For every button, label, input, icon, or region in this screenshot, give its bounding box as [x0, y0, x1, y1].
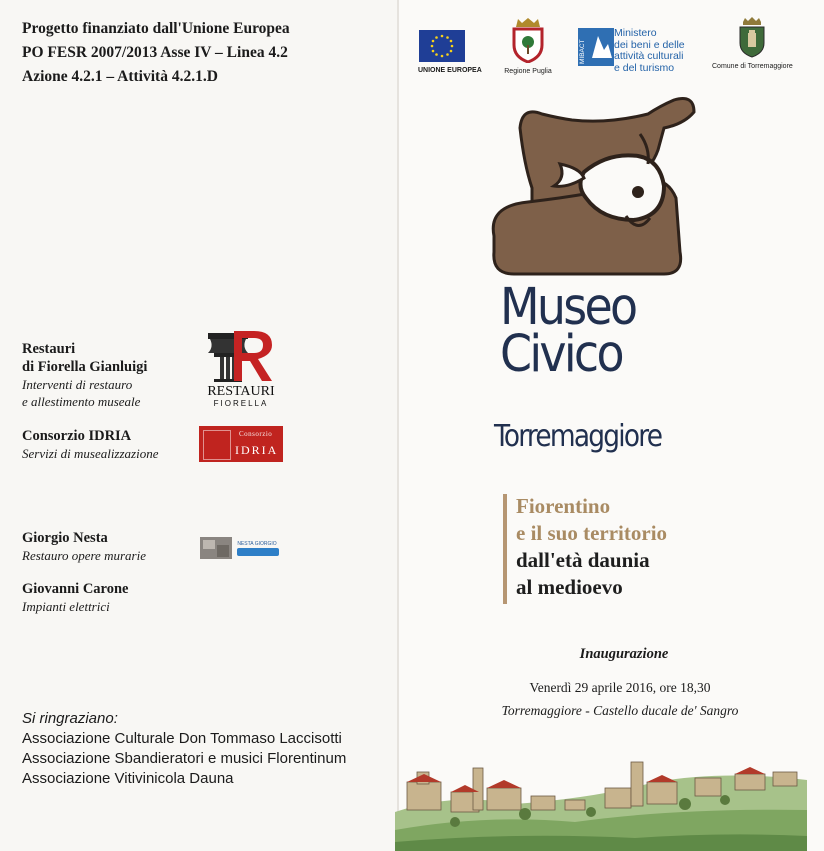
mibact-text — [614, 28, 685, 74]
exhibit-line: al medioevo — [516, 575, 623, 599]
museum-artifact-illustration — [488, 94, 698, 280]
sponsor-carone — [22, 580, 128, 615]
sponsor-name: di Fiorella Gianluigi — [22, 359, 148, 375]
comune-logo — [712, 16, 792, 71]
restauri-logo — [200, 329, 282, 409]
thanks-org: Associazione Sbandieratori e musici Florentinum — [22, 750, 347, 767]
mibact-line: Ministero — [614, 27, 657, 39]
puglia-crest-icon — [510, 17, 546, 63]
acknowledgements — [22, 709, 346, 789]
sponsor-desc: Impianti elettrici — [22, 599, 110, 614]
idria-logo-pre: Consorzio — [239, 430, 273, 438]
restauri-logo-sub: FIORELLA — [213, 399, 269, 408]
mibact-line: dei beni e delle — [614, 38, 685, 51]
thanks-org: Associazione Vitivinicola Dauna — [22, 770, 234, 787]
sponsor-name: Giovanni Carone — [22, 581, 129, 597]
inauguration-label: Inaugurazione — [579, 646, 669, 662]
restauri-logo-main: RESTAURI — [207, 384, 275, 399]
sponsor-idria — [22, 427, 159, 462]
mibact-abbr: MIBACT — [579, 39, 586, 64]
event-venue: Torremaggiore - Castello ducale de' Sangro — [501, 703, 739, 718]
mibact-line: attività culturali — [614, 50, 684, 62]
nesta-logo-text: NESTA GIORGIO — [237, 541, 277, 547]
mibact-logo-icon — [578, 28, 614, 66]
thanks-label: Si ringraziano: — [22, 710, 118, 727]
museum-town: Torremaggiore — [494, 419, 662, 454]
comune-crest-icon — [737, 16, 767, 58]
sponsor-nesta — [22, 529, 146, 564]
comune-caption: Comune di Torremaggiore — [712, 63, 793, 70]
eu-logo — [418, 30, 482, 75]
puglia-logo — [498, 17, 558, 76]
sponsor-name: Restauri — [22, 341, 76, 357]
funding-line-3: Azione 4.2.1 – Attività 4.2.1.D — [22, 68, 218, 85]
funding-statement — [22, 17, 290, 89]
idria-logo — [199, 426, 283, 462]
sponsor-name: Giorgio Nesta — [22, 530, 108, 546]
nesta-logo — [200, 535, 280, 561]
sponsor-desc: Servizi di musealizzazione — [22, 446, 159, 461]
exhibit-line: dall'età daunia — [516, 548, 650, 572]
funding-line-2: PO FESR 2007/2013 Asse IV – Linea 4.2 — [22, 44, 288, 61]
town-skyline-illustration — [395, 752, 807, 851]
event-date: Venerdì 29 aprile 2016, ore 18,30 — [529, 680, 711, 695]
sponsor-desc: Restauro opere murarie — [22, 548, 146, 563]
exhibit-line: e il suo territorio — [516, 521, 668, 545]
thanks-org: Associazione Culturale Don Tommaso Laccisotti — [22, 730, 342, 747]
museum-title-line: Civico — [500, 325, 622, 384]
eu-caption: UNIONE EUROPEA — [418, 67, 482, 74]
eu-flag-icon — [419, 30, 465, 62]
fold-line — [397, 0, 399, 851]
sponsor-desc: e allestimento museale — [22, 394, 141, 409]
puglia-caption: Regione Puglia — [504, 68, 552, 75]
mibact-line: e del turismo — [614, 61, 675, 74]
museum-title-line: Museo — [500, 278, 636, 337]
exhibit-line: Fiorentino — [516, 494, 611, 518]
exhibit-title — [516, 493, 667, 601]
idria-mark-icon — [203, 430, 231, 460]
funding-line-1: Progetto finanziato dall'Unione Europea — [22, 20, 290, 37]
exhibit-accent-bar — [503, 494, 507, 604]
sponsor-desc: Interventi di restauro — [22, 377, 133, 392]
museum-title — [500, 278, 636, 384]
sponsor-name: Consorzio IDRIA — [22, 428, 132, 444]
idria-logo-text: IDRIA — [235, 443, 279, 457]
sponsor-restauri — [22, 340, 147, 410]
